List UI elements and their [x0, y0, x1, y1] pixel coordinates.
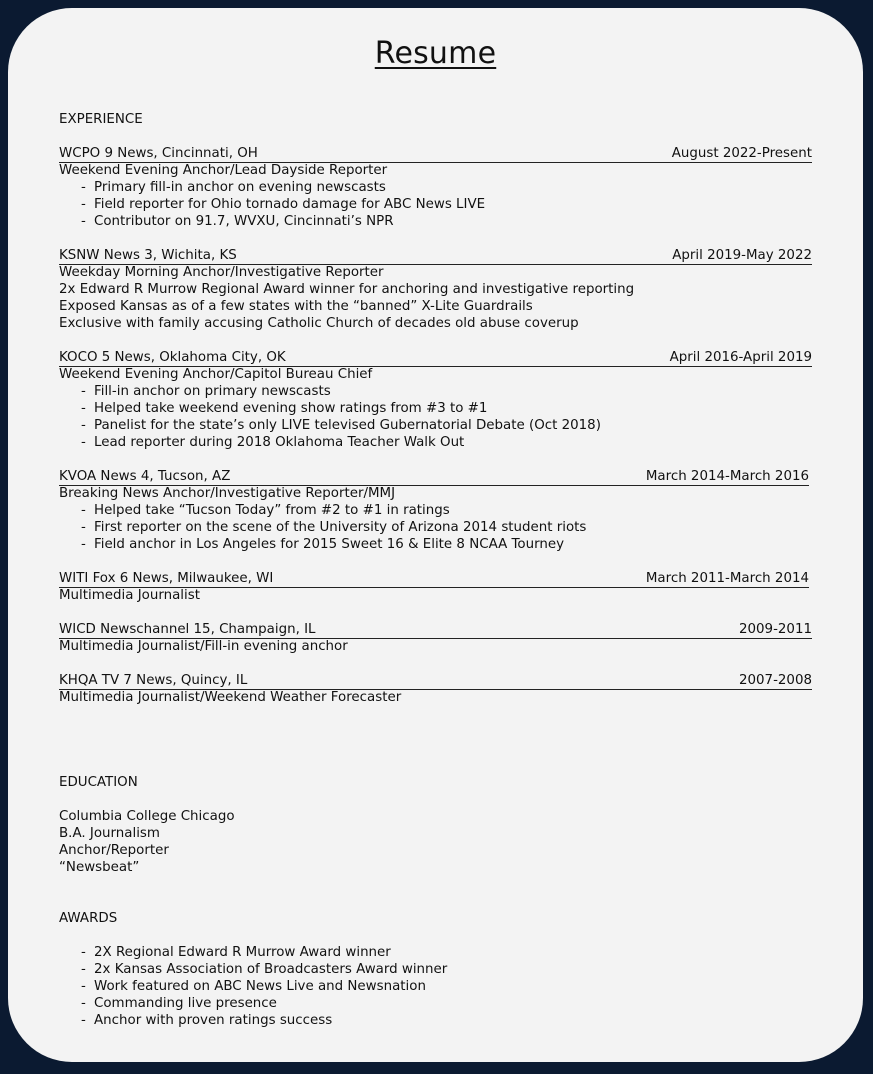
list-item [81, 383, 331, 400]
list-item [81, 196, 485, 213]
experience-heading: EXPERIENCE [59, 112, 143, 127]
job-header [59, 349, 812, 367]
bullet-text: Helped take weekend evening show ratings from #3 to #1 [94, 401, 488, 416]
list-item [81, 995, 277, 1012]
job-header [59, 621, 812, 639]
job-dates: August 2022-Present [671, 146, 812, 161]
job-employer: KSNW News 3, Wichita, KS [59, 248, 237, 263]
bullet-dash: - [81, 401, 86, 416]
job-role: Multimedia Journalist/Weekend Weather Forecaster [59, 690, 402, 705]
bullet-dash: - [81, 384, 86, 399]
job-dates: April 2016-April 2019 [669, 350, 812, 365]
education-heading: EDUCATION [59, 775, 138, 790]
bullet-dash: - [81, 996, 86, 1011]
bullet-text: 2x Kansas Association of Broadcasters Award winner [94, 962, 448, 977]
bullet-text: Work featured on ABC News Live and Newsnation [94, 979, 426, 994]
job-header [59, 570, 809, 588]
bullet-text: Contributor on 91.7, WVXU, Cincinnati’s NPR [94, 214, 394, 229]
page-title: Resume [374, 36, 497, 71]
bullet-text: Fill-in anchor on primary newscasts [94, 384, 331, 399]
list-item [81, 1012, 332, 1029]
job-detail: Exposed Kansas as of a few states with the “banned” X-Lite Guardrails [59, 299, 533, 314]
bullet-dash: - [81, 520, 86, 535]
bullet-dash: - [81, 945, 86, 960]
job-employer: KHQA TV 7 News, Quincy, IL [59, 673, 248, 688]
bullet-text: Anchor with proven ratings success [94, 1013, 333, 1028]
bullet-dash: - [81, 1013, 86, 1028]
bullet-text: Primary fill-in anchor on evening newscasts [94, 180, 386, 195]
bullet-text: Helped take “Tucson Today” from #2 to #1 in ratings [94, 503, 450, 518]
job-header [59, 468, 809, 486]
job-employer: KOCO 5 News, Oklahoma City, OK [59, 350, 286, 365]
job-employer: WITI Fox 6 News, Milwaukee, WI [59, 571, 274, 586]
job-header [59, 247, 812, 265]
bullet-dash: - [81, 197, 86, 212]
education-line: Columbia College Chicago [59, 809, 235, 824]
job-role: Weekend Evening Anchor/Lead Dayside Reporter [59, 163, 388, 178]
job-detail: 2x Edward R Murrow Regional Award winner for anchoring and investigative reporting [59, 282, 635, 297]
education-line: B.A. Journalism [59, 826, 160, 841]
job-dates: April 2019-May 2022 [672, 248, 812, 263]
education-line: “Newsbeat” [59, 860, 140, 875]
job-employer: WCPO 9 News, Cincinnati, OH [59, 146, 258, 161]
bullet-dash: - [81, 503, 86, 518]
bullet-dash: - [81, 214, 86, 229]
job-header [59, 145, 812, 163]
job-employer: WICD Newschannel 15, Champaign, IL [59, 622, 316, 637]
education-line: Anchor/Reporter [59, 843, 169, 858]
bullet-text: Panelist for the state’s only LIVE televised Gubernatorial Debate (Oct 2018) [94, 418, 601, 433]
job-dates: 2009-2011 [739, 622, 812, 637]
list-item [81, 536, 564, 553]
bullet-text: 2X Regional Edward R Murrow Award winner [94, 945, 391, 960]
awards-heading: AWARDS [59, 911, 118, 926]
list-item [81, 944, 391, 961]
resume-card [8, 8, 863, 1062]
job-dates: 2007-2008 [739, 673, 812, 688]
list-item [81, 502, 450, 519]
bullet-text: Field anchor in Los Angeles for 2015 Sweet 16 & Elite 8 NCAA Tourney [94, 537, 565, 552]
bullet-dash: - [81, 537, 86, 552]
job-role: Weekday Morning Anchor/Investigative Reporter [59, 265, 384, 280]
bullet-dash: - [81, 979, 86, 994]
bullet-text: Lead reporter during 2018 Oklahoma Teacher Walk Out [94, 435, 465, 450]
list-item [81, 417, 601, 434]
bullet-text: First reporter on the scene of the University of Arizona 2014 student riots [94, 520, 587, 535]
job-dates: March 2014-March 2016 [645, 469, 809, 484]
job-role: Weekend Evening Anchor/Capitol Bureau Chief [59, 367, 373, 382]
job-detail: Exclusive with family accusing Catholic Church of decades old abuse coverup [59, 316, 579, 331]
bullet-text: Commanding live presence [94, 996, 277, 1011]
job-dates: March 2011-March 2014 [645, 571, 809, 586]
list-item [81, 400, 487, 417]
bullet-dash: - [81, 435, 86, 450]
bullet-dash: - [81, 180, 86, 195]
list-item [81, 961, 447, 978]
bullet-text: Field reporter for Ohio tornado damage for ABC News LIVE [94, 197, 486, 212]
job-role: Multimedia Journalist/Fill-in evening anchor [59, 639, 348, 654]
list-item [81, 434, 464, 451]
bullet-dash: - [81, 962, 86, 977]
job-role: Breaking News Anchor/Investigative Reporter/MMJ [59, 486, 396, 501]
list-item [81, 519, 586, 536]
bullet-dash: - [81, 418, 86, 433]
list-item [81, 179, 386, 196]
list-item [81, 213, 394, 230]
job-header [59, 672, 812, 690]
resume-page [8, 8, 863, 1062]
list-item [81, 978, 426, 995]
job-role: Multimedia Journalist [59, 588, 200, 603]
job-employer: KVOA News 4, Tucson, AZ [59, 469, 231, 484]
